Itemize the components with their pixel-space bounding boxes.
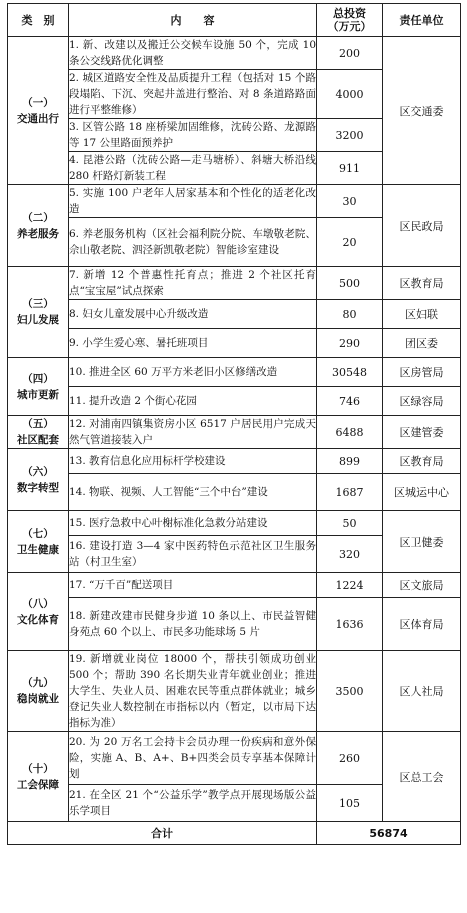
item-amount: 290 [317, 329, 383, 358]
category-cell [8, 358, 69, 416]
category-number: （十） [22, 762, 54, 775]
header-investment [317, 4, 383, 37]
item-amount: 20 [317, 218, 383, 267]
item-content: 16. 建设打造 3—4 家中医药特色示范社区卫生服务站（村卫生室） [69, 536, 317, 573]
project-investment-table [7, 3, 461, 845]
item-content: 10. 推进全区 60 万平方米老旧小区修缮改造 [69, 358, 317, 387]
table-row [8, 598, 461, 651]
table-row [8, 449, 461, 474]
item-amount: 500 [317, 267, 383, 300]
responsible-unit: 区妇联 [383, 300, 461, 329]
table-row [8, 511, 461, 536]
responsible-unit: 区民政局 [383, 185, 461, 267]
category-number: （八） [22, 597, 54, 610]
category-cell [8, 267, 69, 358]
category-name: 文化体育 [17, 613, 59, 626]
category-cell [8, 732, 69, 822]
table-row [8, 37, 461, 70]
category-cell [8, 185, 69, 267]
category-number: （一） [22, 96, 54, 109]
item-content: 4. 昆港公路（沈砖公路—走马塘桥）、斜塘大桥沿线 280 杆路灯新装工程 [69, 152, 317, 185]
investment-table-page [7, 3, 460, 908]
item-content: 6. 养老服务机构（区社会福利院分院、车墩敬老院、佘山敬老院、泗泾新凯敬老院）智能诊室建设 [69, 218, 317, 267]
total-label: 合计 [8, 822, 317, 845]
category-cell [8, 511, 69, 573]
item-content: 3. 区管公路 18 座桥梁加固维修，沈砖公路、龙源路等 17 公里路面预养护 [69, 119, 317, 152]
header-row [8, 4, 461, 37]
responsible-unit: 区教育局 [383, 267, 461, 300]
header-investment-text: 总投资 （万元） [327, 7, 372, 33]
item-amount: 911 [317, 152, 383, 185]
total-row [8, 822, 461, 845]
item-amount: 899 [317, 449, 383, 474]
category-name: 妇儿发展 [17, 314, 59, 326]
category-name: 社区配套 [17, 434, 59, 446]
category-number: （六） [22, 465, 54, 478]
category-number: （七） [22, 527, 54, 540]
category-cell [8, 573, 69, 651]
responsible-unit: 区体育局 [383, 598, 461, 651]
responsible-unit: 区交通委 [383, 37, 461, 185]
item-content: 8. 妇女儿童发展中心升级改造 [69, 300, 317, 329]
item-amount: 105 [317, 785, 383, 822]
table-row [8, 300, 461, 329]
item-amount: 4000 [317, 70, 383, 119]
item-amount: 50 [317, 511, 383, 536]
category-cell [8, 37, 69, 185]
responsible-unit: 区房管局 [383, 358, 461, 387]
header-unit: 责任单位 [383, 4, 461, 37]
category-number: （三） [22, 298, 54, 310]
category-name: 养老服务 [17, 227, 59, 240]
header-category: 类 别 [8, 4, 69, 37]
table-row [8, 185, 461, 218]
item-amount: 320 [317, 536, 383, 573]
category-name: 工会保障 [17, 778, 59, 791]
item-amount: 30548 [317, 358, 383, 387]
item-amount: 6488 [317, 416, 383, 449]
item-content: 14. 物联、视频、人工智能“三个中台”建设 [69, 474, 317, 511]
item-content: 11. 提升改造 2 个街心花园 [69, 387, 317, 416]
table-row [8, 267, 461, 300]
item-content: 18. 新建改建市民健身步道 10 条以上、市民益智健身苑点 60 个以上、市民多功能球场 5 片 [69, 598, 317, 651]
item-content: 5. 实施 100 户老年人居家基本和个性化的适老化改造 [69, 185, 317, 218]
category-number: （四） [22, 372, 54, 385]
item-amount: 3200 [317, 119, 383, 152]
category-name: 交通出行 [17, 112, 59, 125]
item-amount: 746 [317, 387, 383, 416]
responsible-unit: 区教育局 [383, 449, 461, 474]
category-name: 数字转型 [17, 481, 59, 494]
category-number: （二） [22, 211, 54, 224]
item-content: 1. 新、改建以及搬迁公交候车设施 50 个，完成 10 条公交线路优化调整 [69, 37, 317, 70]
responsible-unit: 区城运中心 [383, 474, 461, 511]
table-row [8, 416, 461, 449]
table-row [8, 474, 461, 511]
responsible-unit: 区人社局 [383, 651, 461, 732]
item-amount: 260 [317, 732, 383, 785]
item-amount: 1687 [317, 474, 383, 511]
item-content: 13. 教育信息化应用标杆学校建设 [69, 449, 317, 474]
table-row [8, 573, 461, 598]
item-amount: 3500 [317, 651, 383, 732]
category-number: （五） [22, 418, 54, 430]
item-amount: 1224 [317, 573, 383, 598]
table-row [8, 387, 461, 416]
item-content: 19. 新增就业岗位 18000 个，帮扶引领成功创业 500 个；帮助 390 名长期失业青年就业创业；推进大学生、失业人员、困难农民等重点群体就业；城乡登记失业人数控制在市指标以内（暂定，以市局下达指标为准） [69, 651, 317, 732]
table-row [8, 651, 461, 732]
category-name: 卫生健康 [17, 543, 59, 556]
table-row [8, 732, 461, 785]
responsible-unit: 区文旅局 [383, 573, 461, 598]
responsible-unit: 区卫健委 [383, 511, 461, 573]
table-row [8, 329, 461, 358]
item-content: 7. 新增 12 个普惠性托育点；推进 2 个社区托育点“宝宝屋”试点探索 [69, 267, 317, 300]
item-content: 9. 小学生爱心寒、暑托班项目 [69, 329, 317, 358]
total-amount: 56874 [317, 822, 461, 845]
item-amount: 1636 [317, 598, 383, 651]
item-amount: 80 [317, 300, 383, 329]
responsible-unit: 团区委 [383, 329, 461, 358]
category-cell [8, 449, 69, 511]
category-name: 稳岗就业 [17, 693, 59, 705]
item-amount: 200 [317, 37, 383, 70]
category-cell [8, 651, 69, 732]
category-name: 城市更新 [17, 388, 59, 401]
item-content: 12. 对浦南四镇集资房小区 6517 户居民用户完成天然气管道接装入户 [69, 416, 317, 449]
responsible-unit: 区绿容局 [383, 387, 461, 416]
header-content: 内 容 [69, 4, 317, 37]
item-content: 20. 为 20 万名工会持卡会员办理一份疾病和意外保险，实施 A、B、A+、B+四类会员专享基本保障计划 [69, 732, 317, 785]
responsible-unit: 区总工会 [383, 732, 461, 822]
responsible-unit: 区建管委 [383, 416, 461, 449]
item-content: 17. “万千百”配送项目 [69, 573, 317, 598]
item-content: 15. 医疗急救中心叶榭标准化急救分站建设 [69, 511, 317, 536]
category-number: （九） [22, 677, 54, 689]
item-content: 2. 城区道路安全性及品质提升工程（包括对 15 个路段塌陷、下沉、突起井盖进行整治、对 8 条道路路面进行平整维修） [69, 70, 317, 119]
category-cell [8, 416, 69, 449]
item-content: 21. 在全区 21 个“公益乐学”教学点开展现场版公益乐学项目 [69, 785, 317, 822]
item-amount: 30 [317, 185, 383, 218]
table-row [8, 358, 461, 387]
